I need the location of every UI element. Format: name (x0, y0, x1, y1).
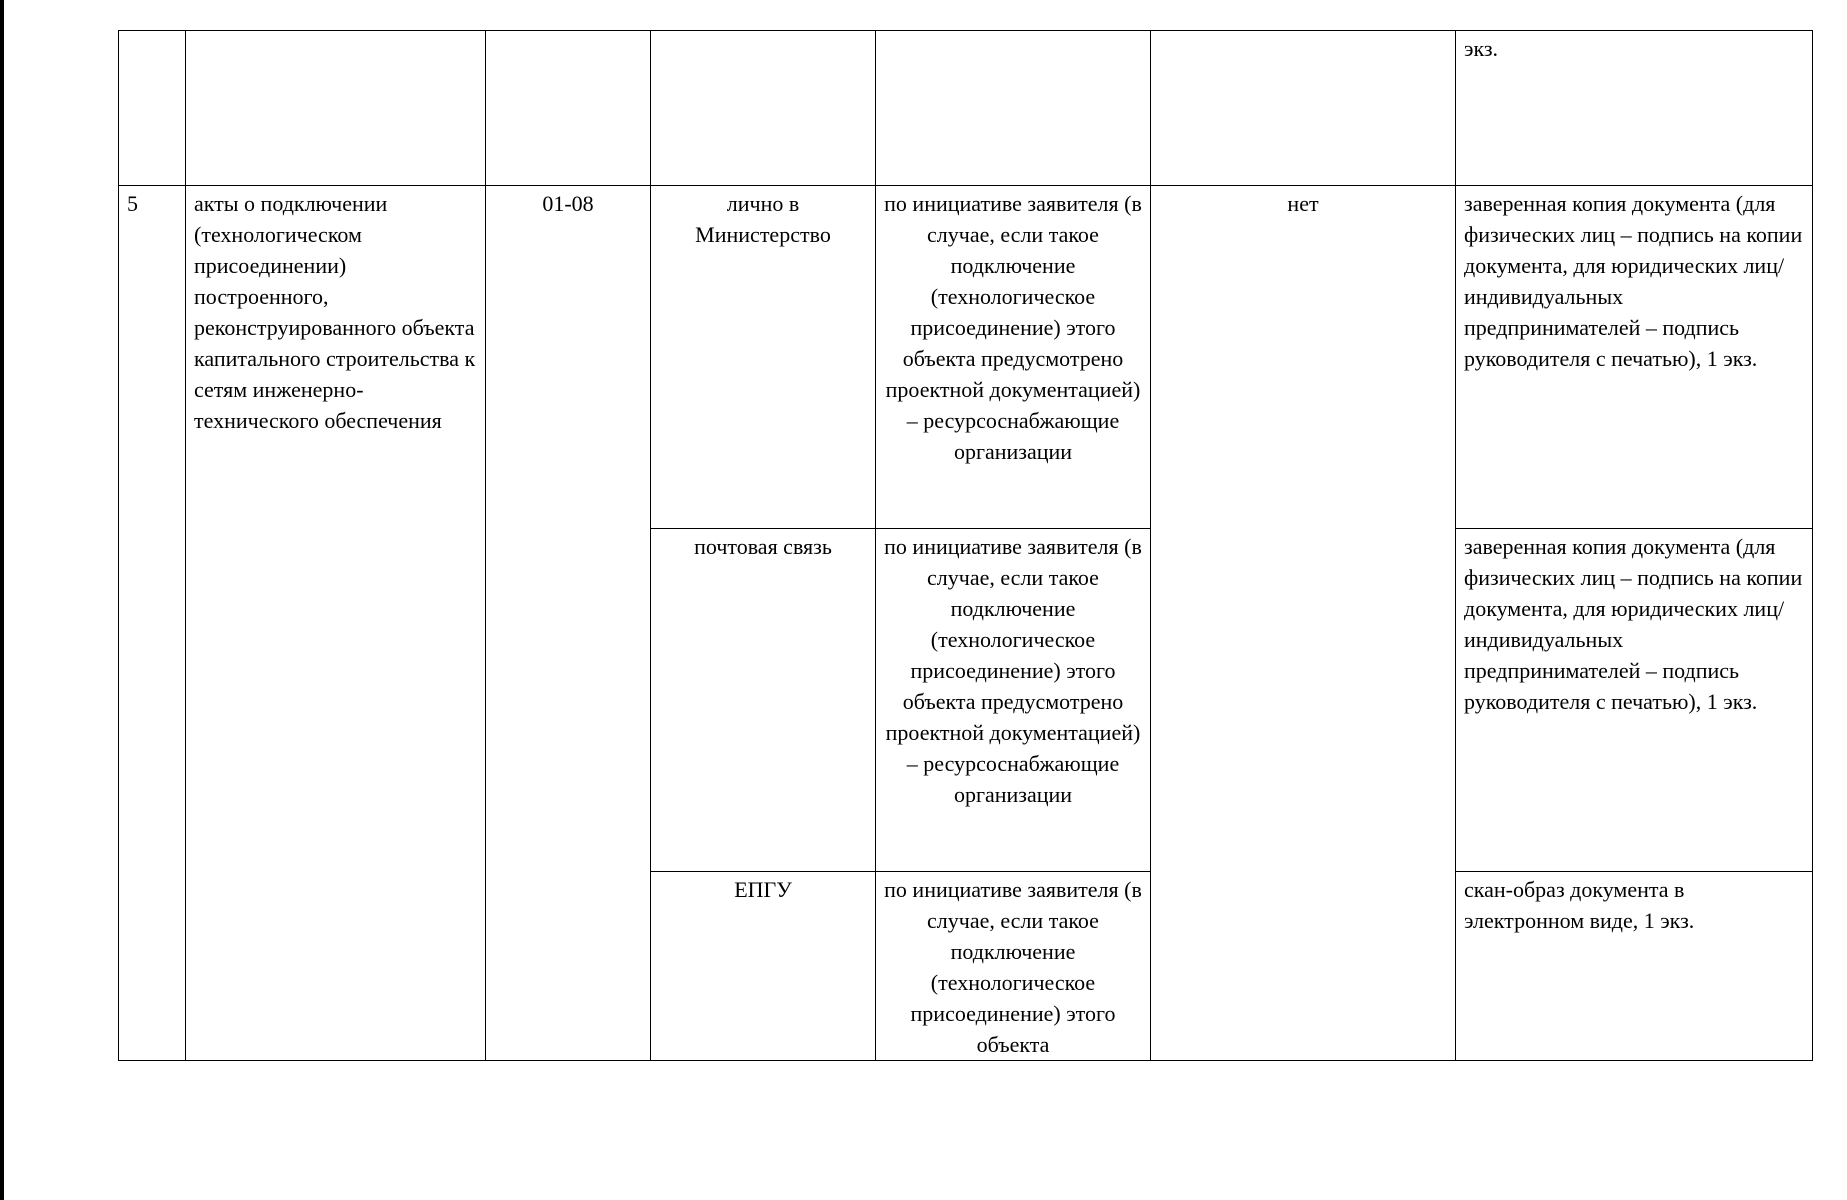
table-row-continued (119, 31, 1813, 186)
cell-condition-empty (876, 31, 1151, 186)
form-text: скан-образ документа в электронном виде, 1 экз. (1464, 877, 1695, 933)
cell-condition-epgu (876, 872, 1151, 1061)
copies-note-text: экз. (1464, 36, 1499, 61)
cell-method-post (651, 529, 876, 872)
cell-method-epgu (651, 872, 876, 1061)
cell-document-name-empty (186, 31, 486, 186)
document-table (118, 30, 1813, 1061)
cell-document-name (186, 186, 486, 1061)
page-left-border (0, 0, 4, 1200)
method-text: лично в Министерство (695, 191, 831, 247)
document-name-text: акты о подключении (технологическом присоединении) построенного, реконструированного объекта капитального строительства к сетям инженерно-технического обеспечения (194, 191, 476, 433)
form-text: заверенная копия документа (для физических лиц – подпись на копии документа, для юридических лиц/индивидуальных предпринимателей – подпись руководителя с печатью), 1 экз. (1464, 191, 1803, 371)
cell-condition-personal (876, 186, 1151, 529)
cell-requirement (1151, 186, 1456, 1061)
cell-method-empty (651, 31, 876, 186)
row-number-text: 5 (127, 191, 138, 216)
cell-code-empty (486, 31, 651, 186)
code-text: 01-08 (542, 191, 594, 216)
method-text: почтовая связь (694, 534, 832, 559)
cell-form-post (1456, 529, 1813, 872)
requirement-text: нет (1287, 191, 1319, 216)
cell-condition-post (876, 529, 1151, 872)
cell-copies-note (1456, 31, 1813, 186)
cell-form-personal (1456, 186, 1813, 529)
condition-text: по инициативе заявителя (в случае, если такое подключение (технологическое присоединение) этого объекта предусмотрено проектной документацией) – ресурсоснабжающие организации (884, 534, 1142, 807)
condition-text: по инициативе заявителя (в случае, если такое подключение (технологическое присоединение) этого объекта предусмотрено проектной документацией) – ресурсоснабжающие организации (884, 191, 1142, 464)
cell-form-epgu (1456, 872, 1813, 1061)
method-text: ЕПГУ (734, 877, 792, 902)
form-text: заверенная копия документа (для физических лиц – подпись на копии документа, для юридических лиц/индивидуальных предпринимателей – подпись руководителя с печатью), 1 экз. (1464, 534, 1803, 714)
cell-number-empty (119, 31, 186, 186)
condition-text: по инициативе заявителя (в случае, если такое подключение (технологическое присоединение) этого объекта (884, 877, 1142, 1057)
cell-code (486, 186, 651, 1061)
cell-method-personal (651, 186, 876, 529)
cell-row-number (119, 186, 186, 1061)
cell-requirement-empty (1151, 31, 1456, 186)
table-row-5-personal (119, 186, 1813, 529)
